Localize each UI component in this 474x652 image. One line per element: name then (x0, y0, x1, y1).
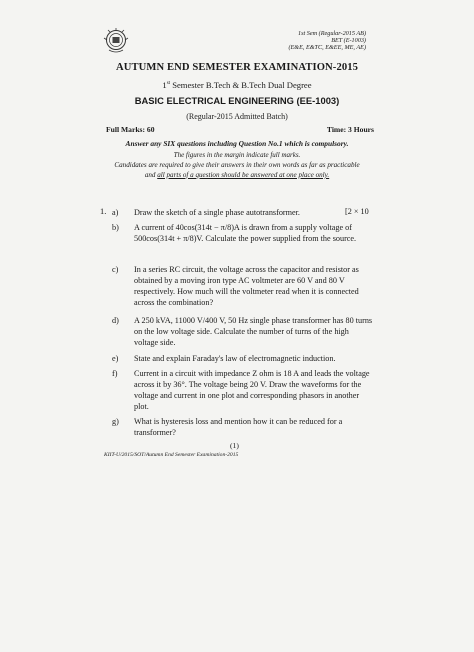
marks-allocation: [2 × 10 (345, 207, 369, 216)
exam-title: AUTUMN END SEMESTER EXAMINATION-2015 (115, 62, 359, 73)
page-number: (1) (230, 441, 239, 450)
part-label: c) (112, 265, 119, 274)
part-label: a) (112, 208, 119, 217)
instruction-own-words: Candidates are required to give their answers in their own words as far as practicable (114, 161, 360, 169)
meta-line: (E&E, E&TC, E&EE, ME, AE) (288, 44, 366, 51)
part-label: f) (112, 369, 118, 378)
part-text: State and explain Faraday's law of electromagnetic induction. (134, 354, 336, 363)
semester-text: Semester B.Tech & B.Tech Dual Degree (170, 80, 312, 90)
meta-line: 1st Sem (Regular-2015 AB) (298, 30, 366, 37)
meta-line: BET (E-1003) (331, 37, 366, 44)
instruction-compulsory: Answer any SIX questions including Question No.1 which is compulsory. (125, 139, 349, 148)
semester-line (0, 80, 474, 90)
paper-code-block (288, 30, 366, 51)
exam-duration: Time: 3 Hours (326, 125, 374, 134)
subject-title: BASIC ELECTRICAL ENGINEERING (EE-1003) (134, 95, 340, 106)
part-label: g) (112, 417, 119, 426)
part-text: In a series RC circuit, the voltage across the capacitor and resistor as obtained by a moving iron type AC voltmeter are 60 V and 80 V respectively. How much will the voltmeter read when it is connected across the combination? (134, 265, 359, 307)
instruction-margin: The figures in the margin indicate full marks. (173, 151, 301, 159)
part-text: Draw the sketch of a single phase autotransformer. (134, 208, 300, 217)
part-label: d) (112, 316, 119, 325)
part-text: A current of 40cos(314t − π/8)A is drawn from a supply voltage of 500cos(314t + π/8)V. Calculate the power supplied from the source. (134, 223, 357, 243)
university-logo-icon (102, 28, 130, 54)
part-text: A 250 kVA, 11000 V/400 V, 50 Hz single phase transformer has 80 turns on the low voltage side. Calculate the number of turns of the high voltage side. (134, 316, 373, 347)
footer-text: KIIT-U/2015/SOT/Autumn End Semester Examination-2015 (104, 452, 239, 458)
part-label: b) (112, 223, 119, 232)
semester-ordinal: 1 (162, 80, 167, 90)
semester-ordinal-suffix: st (166, 81, 171, 87)
part-label: e) (112, 354, 119, 363)
instruction-one-place (0, 171, 474, 179)
question-number: 1. (100, 207, 107, 216)
part-text: What is hysteresis loss and mention how it can be reduced for a transformer? (134, 417, 343, 437)
batch-line: (Regular-2015 Admitted Batch) (186, 112, 288, 121)
instruction-underlined: all parts of a question should be answered at one place only. (157, 171, 330, 179)
part-text: Current in a circuit with impedance Z ohm is 18 A and leads the voltage across it by 36°. The voltage being 20 V. Draw the waveforms for the voltage and current in one plot and corresponding phasors in another plot. (134, 369, 370, 411)
full-marks: Full Marks: 60 (106, 125, 155, 134)
instruction-prefix: and (144, 171, 158, 179)
